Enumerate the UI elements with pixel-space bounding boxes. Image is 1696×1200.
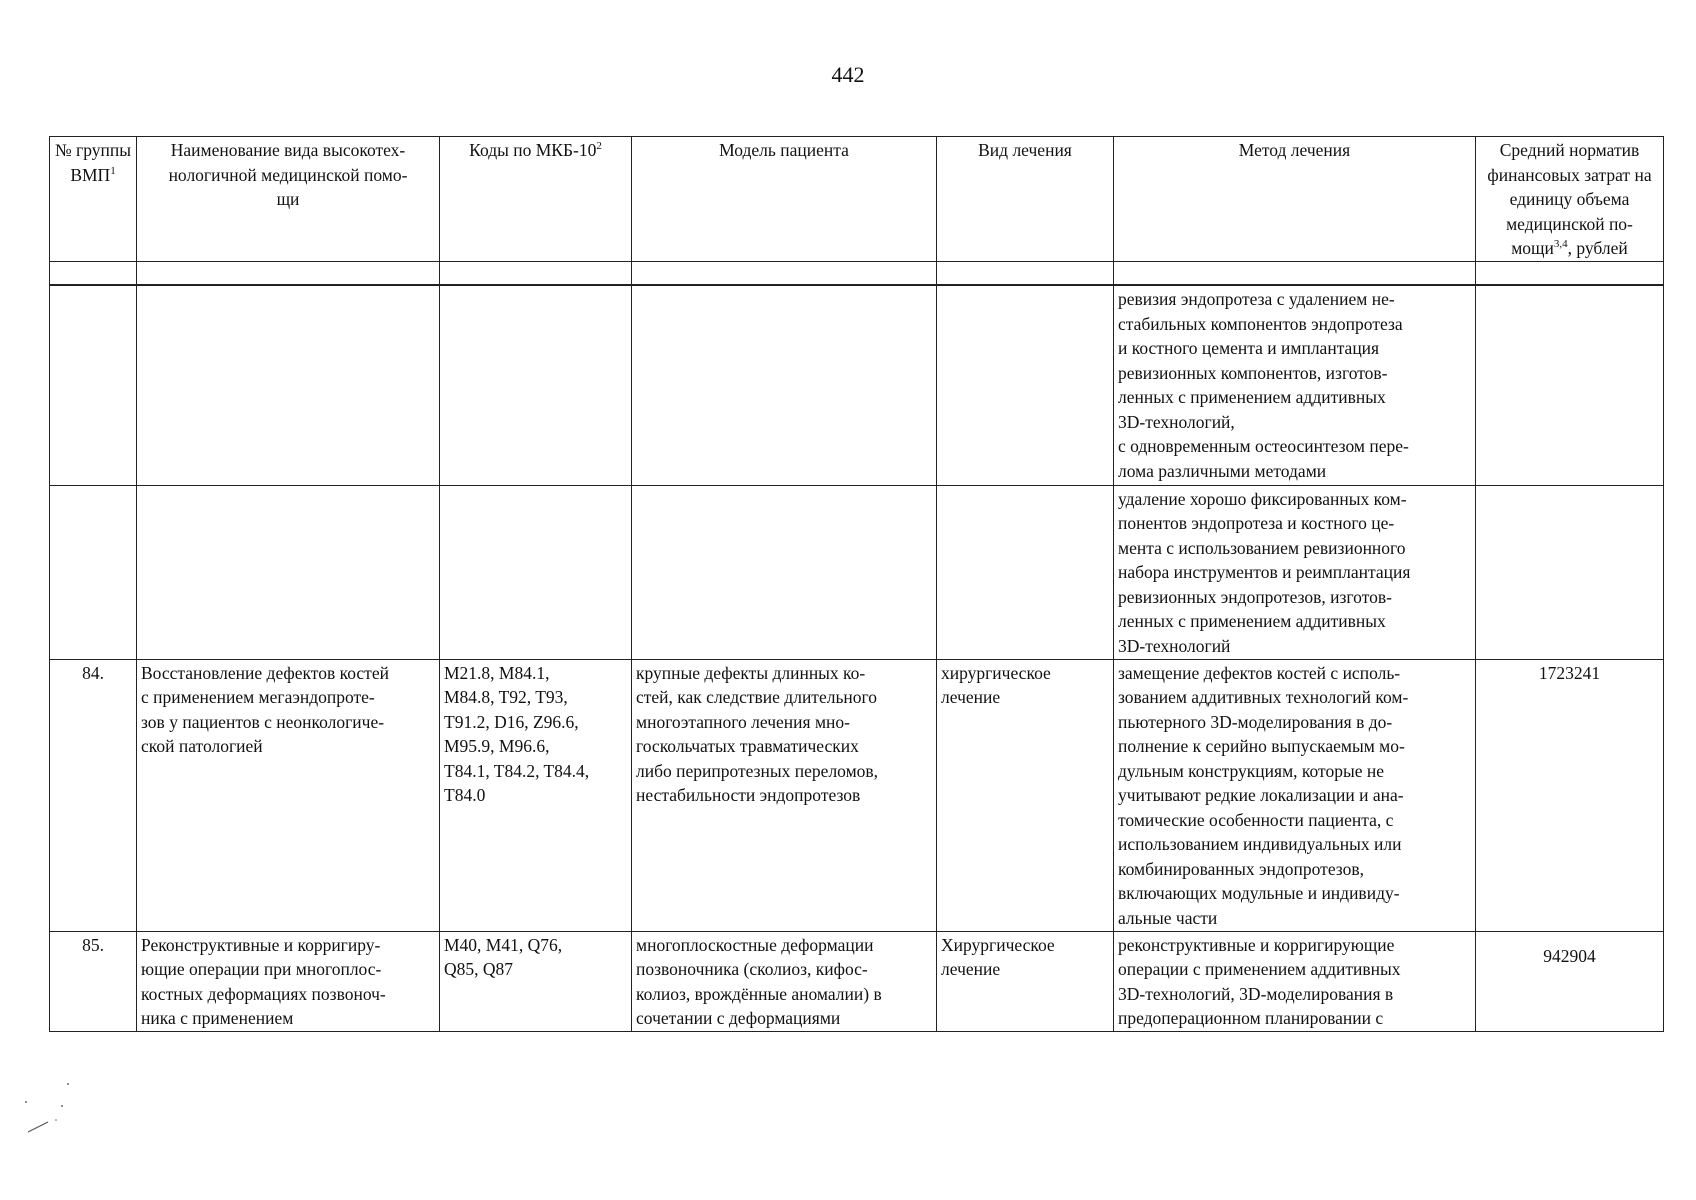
table-spacer-row xyxy=(50,261,1664,285)
cell-type: хирургическое лечение xyxy=(937,659,1114,931)
cell-num xyxy=(50,285,137,485)
cell-name: Реконструктивные и корригиру- ющие операции при многоплос- костных деформациях позвоноч- ника с применением xyxy=(137,931,440,1031)
vmp-table xyxy=(49,136,1664,1032)
cell-model xyxy=(632,485,937,659)
cell-num: 84. xyxy=(50,659,137,931)
cell-method: ревизия эндопротеза с удалением не- стабильных компонентов эндопротеза и костного цемента и имплантация ревизионных компонентов, изготов- ленных с применением аддитивных 3D-технологий, с одновременным остеосинтезом пере- лома различными методами xyxy=(1114,285,1476,485)
cell-model: многоплоскостные деформации позвоночника (сколиоз, кифос- колиоз, врождённые аномалии) в сочетании с деформациями xyxy=(632,931,937,1031)
header-cost: Средний норматив финансовых затрат на единицу объема медицинской по- мощи$^{3,4}$, рублей xyxy=(1476,137,1664,262)
cell-method: реконструктивные и корригирующие операции с применением аддитивных 3D-технологий, 3D-моделирования в предоперационном планировании с xyxy=(1114,931,1476,1031)
cell-method: удаление хорошо фиксированных ком- понентов эндопротеза и костного це- мента с использованием ревизионного набора инструментов и реимплантация ревизионных эндопротезов, изготов- ленных с применением аддитивных 3D-технологий xyxy=(1114,485,1476,659)
table-row xyxy=(50,285,1664,485)
header-patient-model: Модель пациента xyxy=(632,137,937,262)
table-row xyxy=(50,931,1664,1031)
cell-codes: M40, M41, Q76, Q85, Q87 xyxy=(440,931,632,1031)
cell-model: крупные дефекты длинных ко- стей, как следствие длительного многоэтапного лечения мно- госкольчатых травматических либо перипротезных переломов, нестабильности эндопротезов xyxy=(632,659,937,931)
cell-type xyxy=(937,485,1114,659)
cell-cost xyxy=(1476,285,1664,485)
header-group-no: № группы ВМП$^1$ xyxy=(50,137,137,262)
table-header-row xyxy=(50,137,1664,262)
cell-name: Восстановление дефектов костей с применением мегаэндопроте- зов у пациентов с неонкологиче- ской патологией xyxy=(137,659,440,931)
cell-method: замещение дефектов костей с исполь- зованием аддитивных технологий ком- пьютерного 3D-моделирования в до- полнение к серийно выпускаемым мо- дульным конструкциям, которые не учитывают редкие локализации и ана- томические особенности пациента, с использованием индивидуальных или комбинированных эндопротезов, включающих модульные и индивиду- альные части xyxy=(1114,659,1476,931)
cell-cost: 942904 xyxy=(1476,931,1664,1031)
cell-name xyxy=(137,485,440,659)
header-treatment-method: Метод лечения xyxy=(1114,137,1476,262)
header-treatment-type: Вид лечения xyxy=(937,137,1114,262)
cell-codes: M21.8, M84.1, M84.8, T92, T93, T91.2, D16, Z96.6, M95.9, M96.6, T84.1, T84.2, T84.4, T84.0 xyxy=(440,659,632,931)
header-name: Наименование вида высокотех- нологичной медицинской помо- щи xyxy=(137,137,440,262)
cell-num: 85. xyxy=(50,931,137,1031)
cell-cost xyxy=(1476,485,1664,659)
cell-num xyxy=(50,485,137,659)
header-icd-codes: Коды по МКБ-$10^2$ xyxy=(440,137,632,262)
cell-type: Хирургическое лечение xyxy=(937,931,1114,1031)
scan-marks xyxy=(20,1070,100,1150)
page-number: 442 xyxy=(831,62,865,87)
cell-type xyxy=(937,285,1114,485)
cell-name xyxy=(137,285,440,485)
table-row xyxy=(50,659,1664,931)
cell-codes xyxy=(440,485,632,659)
table-row xyxy=(50,485,1664,659)
cell-cost: 1723241 xyxy=(1476,659,1664,931)
cell-model xyxy=(632,285,937,485)
cell-codes xyxy=(440,285,632,485)
